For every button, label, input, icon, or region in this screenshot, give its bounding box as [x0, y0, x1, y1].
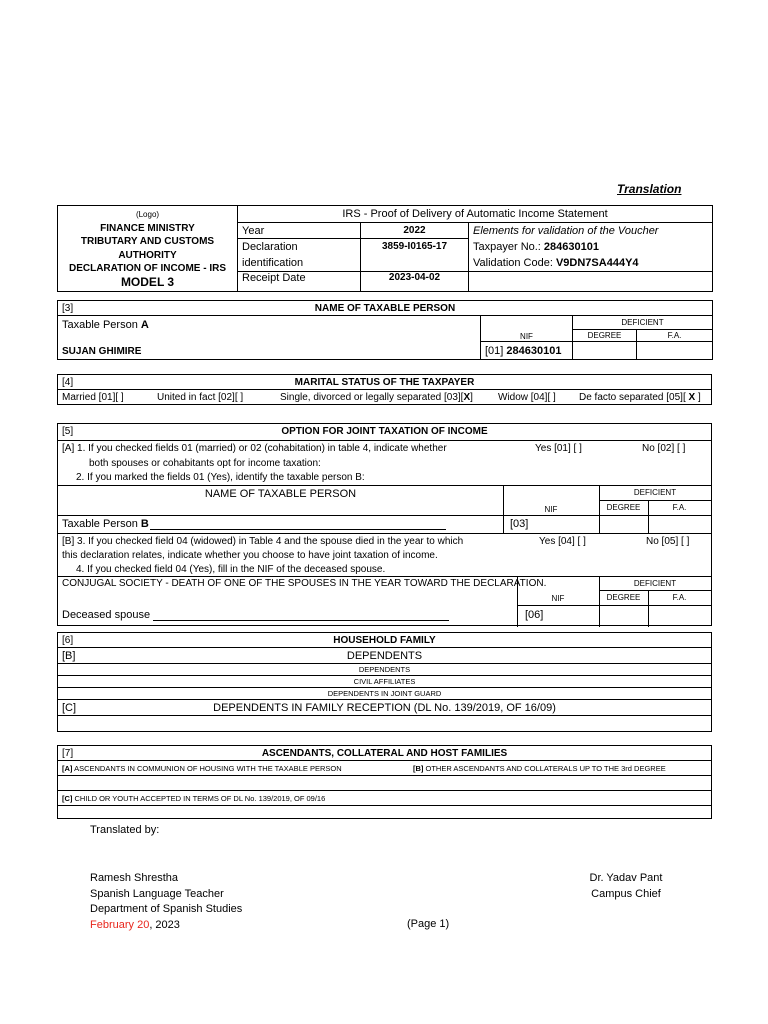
- model-title: MODEL 3: [120, 274, 175, 289]
- family-reception-header: [C] DEPENDENTS IN FAMILY RECEPTION (DL No. 139/2019, OF 16/09): [58, 700, 712, 716]
- ministry-name: FINANCE MINISTRY: [100, 222, 195, 234]
- year-value: 2022: [361, 223, 469, 239]
- deceased-spouse: Deceased spouse: [62, 609, 449, 621]
- deficient-label-deceased: DEFICIENT: [633, 579, 677, 588]
- authority-line-2: AUTHORITY: [118, 249, 177, 261]
- nif-label-b: NIF: [544, 505, 558, 514]
- fa-label-deceased: F.A.: [672, 593, 687, 602]
- option-united: United in fact [02][ ]: [157, 392, 244, 403]
- question-b3: [B] 3. If you checked field 04 (widowed) in Table 4 and the spouse died in the year to which: [62, 536, 464, 547]
- header-table: [57, 205, 713, 292]
- section-4-header: [4] MARITAL STATUS OF THE TAXPAYER: [58, 375, 712, 390]
- degree-label-deceased: DEGREE: [606, 593, 641, 602]
- family-reception-title: DEPENDENTS IN FAMILY RECEPTION (DL No. 139/2019, OF 16/09): [213, 701, 556, 714]
- taxable-person-a-cell: Taxable Person A SUJAN GHIMIRE: [58, 316, 481, 360]
- no-05: No [05] [ ]: [646, 536, 690, 547]
- ascendants-empty-row: [58, 776, 712, 791]
- authority-line-1: TRIBUTARY AND CUSTOMS: [80, 236, 215, 247]
- validation-code: V9DN7SA444Y4: [555, 256, 639, 269]
- section-7-title: ASCENDANTS, COLLATERAL AND HOST FAMILIES: [261, 747, 508, 759]
- section-5-header: [5] OPTION FOR JOINT TAXATION OF INCOME: [58, 424, 711, 441]
- option-single: Single, divorced or legally separated [03][X]: [280, 392, 473, 403]
- conjugal-society: CONJUGAL SOCIETY - DEATH OF ONE OF THE SPOUSES IN THE YEAR TOWARD THE DECLARATION.: [62, 578, 547, 589]
- child-youth-empty-row: [58, 806, 712, 819]
- nif-value: 284630101: [506, 344, 562, 357]
- translator-name: Ramesh Shrestha: [90, 872, 179, 884]
- receipt-value: 2023-04-02: [361, 272, 469, 292]
- proof-title: IRS - Proof of Delivery of Automatic Income Statement: [238, 206, 713, 223]
- taxable-person-name: SUJAN GHIMIRE: [62, 346, 142, 357]
- translated-by-label: Translated by:: [90, 824, 160, 836]
- section-3-header: [58, 301, 713, 316]
- section-6-title: HOUSEHOLD FAMILY: [333, 634, 436, 646]
- taxable-person-b: Taxable Person B: [62, 518, 446, 530]
- translator-department: Department of Spanish Studies: [90, 903, 243, 915]
- family-reception-empty-row: [58, 716, 712, 732]
- row-dependents: DEPENDENTS: [58, 664, 712, 676]
- question-a2: 2. If you marked the fields 01 (Yes), identify the taxable person B:: [76, 472, 365, 483]
- section-7-header: [7] ASCENDANTS, COLLATERAL AND HOST FAMILIES: [58, 746, 712, 761]
- marital-options: [58, 390, 712, 405]
- fa-label: F.A.: [637, 330, 713, 342]
- declaration-title: DECLARATION OF INCOME - IRS: [68, 263, 227, 274]
- issuer-block: [58, 206, 238, 292]
- translator-role: Spanish Language Teacher: [90, 887, 224, 900]
- nif-field-01: [01] 284630101: [481, 342, 573, 360]
- section-3-number: [3]: [62, 302, 74, 314]
- section-4-marital-status: [57, 374, 712, 405]
- ascendants-a-b-row: [A] ASCENDANTS IN COMMUNION OF HOUSING WITH THE TAXABLE PERSON [B] OTHER ASCENDANTS AND COLLATERALS UP TO THE 3rd DEGREE: [58, 761, 712, 776]
- validation-details: Taxpayer No.: 284630101 Validation Code: V9DN7SA444Y4: [469, 239, 713, 272]
- row-civil-affiliates: CIVIL AFFILIATES: [58, 676, 712, 688]
- section-5-title: OPTION FOR JOINT TAXATION OF INCOME: [281, 426, 488, 437]
- nif-label: NIF: [481, 316, 573, 342]
- section-4-title: MARITAL STATUS OF THE TAXPAYER: [294, 376, 475, 388]
- empty-cell: [469, 272, 713, 292]
- declaration-label: Declaration identification: [238, 239, 361, 272]
- person-b-blank[interactable]: [150, 529, 446, 530]
- option-married: Married [01][ ]: [62, 392, 124, 403]
- chief-role: Campus Chief: [591, 887, 661, 900]
- translation-label: Translation: [617, 182, 682, 196]
- section-6-header: [6] HOUSEHOLD FAMILY: [58, 633, 712, 648]
- year-label: Year: [238, 223, 361, 239]
- declaration-value: 3859-I0165-17: [361, 239, 469, 272]
- degree-label: DEGREE: [573, 330, 637, 342]
- no-02: No [02] [ ]: [642, 443, 686, 454]
- question-b4: 4. If you checked field 04 (Yes), fill in the NIF of the deceased spouse.: [76, 564, 386, 575]
- option-de-facto: De facto separated [05][ X ]: [579, 392, 701, 403]
- logo-placeholder: (Logo): [135, 210, 160, 219]
- child-youth-row: [C] CHILD OR YOUTH ACCEPTED IN TERMS OF DL No. 139/2019, OF 09/16: [58, 791, 712, 806]
- section-5-joint-taxation: [57, 423, 712, 626]
- question-a1: [A] 1. If you checked fields 01 (married) or 02 (cohabitation) in table 4, indicate whether: [62, 443, 447, 454]
- section-3-title: NAME OF TAXABLE PERSON: [314, 302, 456, 314]
- section-7-ascendants: [57, 745, 712, 819]
- yes-01: Yes [01] [ ]: [535, 443, 582, 454]
- campus-chief-block: [570, 871, 682, 902]
- row-joint-guard: DEPENDENTS IN JOINT GUARD: [58, 688, 712, 700]
- field-03: [03]: [510, 518, 529, 530]
- taxpayer-number: 284630101: [543, 240, 599, 253]
- receipt-label: Receipt Date: [238, 272, 361, 292]
- dependents-header: [B] DEPENDENTS: [58, 648, 712, 664]
- degree-label-b: DEGREE: [606, 503, 641, 512]
- option-widow: Widow [04][ ]: [498, 392, 556, 403]
- translation-date: February 20, 2023: [90, 918, 180, 931]
- section-6-household: [57, 632, 712, 732]
- degree-value: [573, 342, 637, 360]
- fa-value: [637, 342, 713, 360]
- dependents-title: DEPENDENTS: [346, 649, 423, 662]
- page-number: (Page 1): [407, 918, 450, 930]
- field-06: [06]: [525, 609, 544, 621]
- translator-block: [90, 871, 242, 933]
- fa-label-b: F.A.: [672, 503, 687, 512]
- name-taxable-person-b-title: NAME OF TAXABLE PERSON: [204, 488, 357, 500]
- deficient-label: DEFICIENT: [573, 316, 713, 330]
- question-a1-cont: both spouses or cohabitants opt for income taxation:: [89, 458, 321, 469]
- nif-label-deceased: NIF: [551, 594, 565, 603]
- question-b3-cont: this declaration relates, indicate whether you choose to have joint taxation of income.: [62, 550, 438, 561]
- person-b-line: [58, 515, 711, 516]
- yes-04: Yes [04] [ ]: [539, 536, 586, 547]
- deceased-spouse-blank[interactable]: [153, 620, 449, 621]
- chief-name: Dr. Yadav Pant: [589, 872, 663, 884]
- deficient-label-b: DEFICIENT: [633, 488, 677, 497]
- section-3-taxable-person: [57, 300, 713, 360]
- validation-title: Elements for validation of the Voucher: [469, 223, 713, 239]
